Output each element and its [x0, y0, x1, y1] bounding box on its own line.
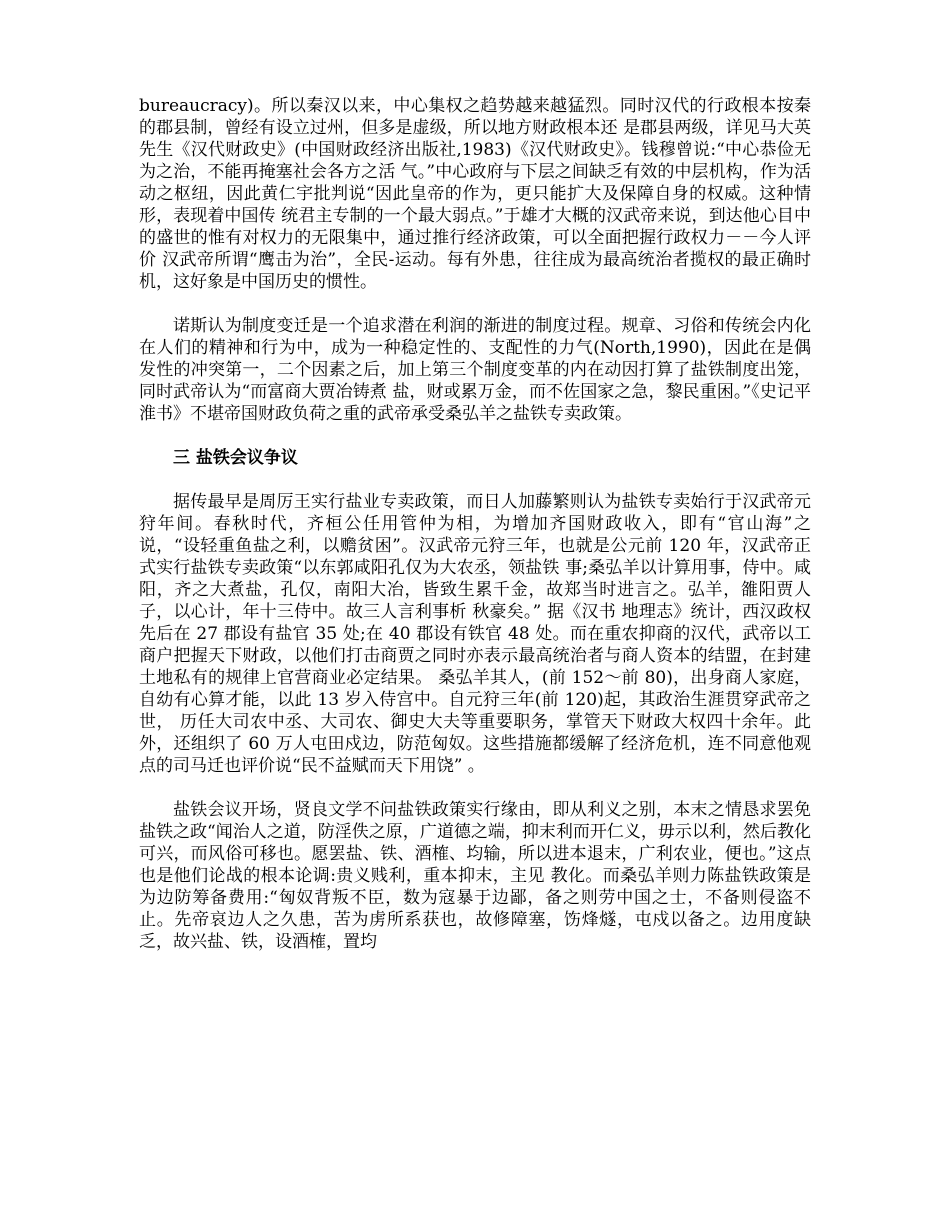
- paragraph-bureaucracy: bureaucracy)。所以秦汉以来，中心集权之趋势越来越猛烈。同时汉代的行政根本按秦的郡县制，曾经有设立过州，但多是虚级，所以地方财政根本还 是郡县两级，详见马大英先生《汉代财政史》(中国财政经济出版社,1983)《汉代财政史》。钱穆曾说:“中心恭俭无为之治，不能再掩塞社会各方之活 气。”中心政府与下层之间缺乏有效的中层机构，作为活动之枢纽，因此黄仁宇批判说“因此皇帝的作为，更只能扩大及保障自身的权威。这种情形，表现着中国传 统君主专制的一个最大弱点。”于雄才大概的汉武帝来说，到达他心目中的盛世的惟有对权力的无限集中，通过推行经济政策，可以全面把握行政权力－－今人评价 汉武帝所谓“鹰击为治”，全民-运动。每有外患，往往成为最高统治者揽权的最正确时机，这好象是中国历史的惯性。: [139, 96, 811, 292]
- paragraph-salt-iron-monopoly-history: 据传最早是周厉王实行盐业专卖政策，而日人加藤繁则认为盐铁专卖始行于汉武帝元狩年间。春秋时代，齐桓公任用管仲为相，为增加齐国财政收入，即有“官山海”之说，“设轻重鱼盐之利，以赡贫困”。汉武帝元狩三年，也就是公元前 120 年，汉武帝正式实行盐铁专卖政策“以东郭咸阳孔仅为大农丞，领盐铁 事;桑弘羊以计算用事，侍中。咸阳，齐之大煮盐，孔仅，南阳大冶，皆致生累千金，故郑当时进言之。弘羊，雒阳贾人子，以心计，年十三侍中。故三人言利事析 秋豪矣。” 据《汉书 地理志》统计，西汉政权先后在 27 郡设有盐官 35 处;在 40 郡设有铁官 48 处。而在重农抑商的汉代，武帝以工商户把握天下财政，以他们打击商贾之同时亦表示最高统治者与商人资本的结盟，在封建土地私有的规律上官营商业必定结果。 桑弘羊其人，(前 152～前 80)，出身商人家庭，自幼有心算才能，以此 13 岁入侍宫中。自元狩三年(前 120)起，其政治生涯贯穿武帝之世， 历任大司农中丞、大司农、御史大夫等重要职务，掌管天下财政大权四十余年。此外，还组织了 60 万人屯田戍边，防范匈奴。这些措施都缓解了经济危机，连不同意他观点的司马迁也评价说“民不益赋而天下用饶” 。: [139, 492, 811, 776]
- paragraph-salt-iron-conference: 盐铁会议开场，贤良文学不问盐铁政策实行缘由，即从利义之别，本末之情恳求罢免盐铁之政“闻治人之道，防淫佚之原，广道德之端，抑末利而开仁义，毋示以利，然后教化可兴，而风俗可移也。愿罢盐、铁、酒榷、均输，所以进本退末，广利农业，便也。”这点也是他们论战的根本论调:贵义贱利，重本抑末，主见 教化。而桑弘羊则力陈盐铁政策是为边防筹备费用:“匈奴背叛不臣，数为寇暴于边鄙，备之则劳中国之士，不备则侵盗不止。先帝哀边人之久患，苦为虏所系获也，故修障塞，饬烽燧，屯戍以备之。边用度缺乏，故兴盐、铁，设酒榷，置均: [139, 800, 811, 952]
- document-page: [139, 95, 811, 975]
- paragraph-north-institutional-change: 诺斯认为制度变迁是一个追求潜在利润的渐进的制度过程。规章、习俗和传统会内化在人们的精神和行为中，成为一种稳定性的、支配性的力气(North,1990)，因此在是偶发性的冲突第一，二个因素之后，加上第三个制度变革的内在动因打算了盐铁制度出笼，同时武帝认为“而富商大贾冶铸煮 盐，财或累万金，而不佐国家之急，黎民重困。”《史记平淮书》不堪帝国财政负荷之重的武帝承受桑弘羊之盐铁专卖政策。: [139, 316, 811, 424]
- section-heading: 三 盐铁会议争议: [173, 448, 298, 468]
